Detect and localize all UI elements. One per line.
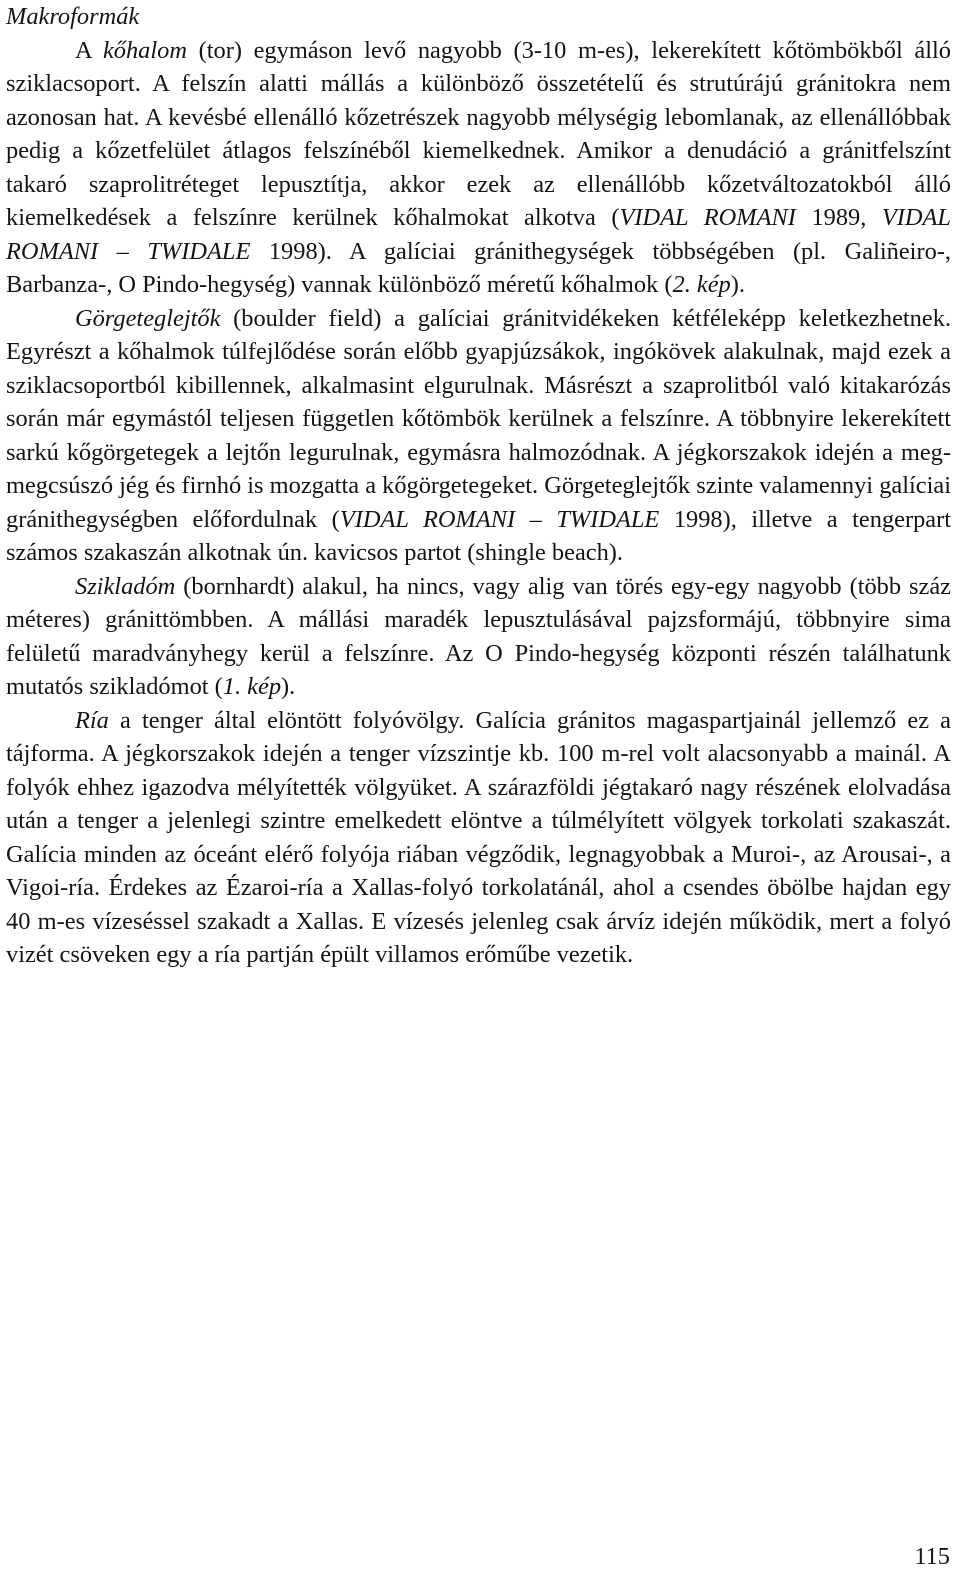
term-ria: Ría xyxy=(75,706,109,734)
citation-author: VIDAL ROMANI – TWIDALE xyxy=(339,505,660,533)
text-run: ). xyxy=(730,271,745,298)
paragraph-szikladom xyxy=(6,570,951,704)
citation-author: VIDAL ROMANI xyxy=(619,204,796,231)
text-run: (bornhardt) alakul, ha nincs, vagy alig van törés egy-egy nagyobb (több száz méteres) gránittömbben. A mállási maradék lepusztulásával pajzsformájú, többnyire sima felületű maradványhegy kerül a felszínre. Az O Pindo-hegység központi részén találhatunk mutatós szikladómot ( xyxy=(6,572,951,700)
term-kohalom: kőhalom xyxy=(102,36,187,64)
paragraph-gorgeteglejtok xyxy=(6,302,951,570)
text-run: 1998), illetve a tengerpart számos szakaszán alkotnak ún. kavicsos partot (shingle beach). xyxy=(6,505,952,566)
figure-reference: 2. kép xyxy=(672,271,731,298)
paragraph-ria xyxy=(6,704,951,972)
citation-author: VIDAL ROMANI – TWIDALE xyxy=(6,204,951,265)
text-run: ). xyxy=(281,673,296,700)
text-run: a tenger által elöntött folyóvölgy. Galícia gránitos magaspartjainál jellemző ez a tájforma. A jégkorszakok idején a tenger vízszintje kb. 100 m-rel volt alacsonyabb a mainál. A folyók ehhez igazodva mélyítették völgyüket. A szárazföldi jégtakaró nagy részének elolvadása után a tenger a jelenlegi szintre emelkedett elöntve a túlmélyített völgyek torkolati szakaszát. Galícia minden az óceánt elérő folyója riában végződik, legnagyobbak a Muroi-, az Arousai-, a Vigoi-ría. Érdekes az Ézaroi-ría a Xallas-folyó torkolatánál, ahol a csendes öbölbe hajdan egy 40 m-es vízeséssel szakadt a Xallas. E vízesés jelenleg csak árvíz idején működik, mert a folyó vizét csöveken egy a ría partján épült villamos erőműbe vezetik. xyxy=(6,706,951,968)
section-heading: Makroformák xyxy=(6,3,140,30)
text-run: 1989, xyxy=(795,204,882,231)
term-gorgeteglejtok: Görgeteglejtők xyxy=(75,304,221,332)
text-run: (tor) egymáson levő nagyobb (3-10 m-es), lekerekített kőtömbökből álló sziklacsoport. A felszín alatti mállás a különböző összetételű és strutúrájú gránitokra nem azonosan hat. A kevésbé ellenálló kőzetrészek nagyobb mélységig lebomlanak, az ellenállóbbak pedig a kőzetfelület átlagos felszínéből kiemelkednek. Amikor a denudáció a gránitfelszínt takaró szaprolitréteget lepusztítja, akkor ezek az ellenállóbb kőzetváltozatokból álló kiemelkedések a felszínre kerülnek kőhalmokat alkotva ( xyxy=(6,36,951,231)
text-run: (boulder field) a galíciai gránitvidékeken kétféleképp keletkezhetnek. Egyrészt a kőhalmok túlfejlődése során előbb gyapjúzsákok, ingókövek alakulnak, majd ezek a sziklacsoportból kibillennek, alkalmasint elgurulnak. Másrészt a szaprolitból való kitakarózás során már egymástól teljesen független kőtömbök kerülnek a felszínre. A többnyire lekerekített sarkú kőgörgetegek a lejtőn legurulnak, egymásra halmozódnak. A jégkorszakok idején a meg-megcsúszó jég és firnhó is mozgatta a kőgörgetegeket. Görgeteglejtők szinte valamennyi galíciai gránithegységben előfordulnak ( xyxy=(6,304,951,533)
text-run: A xyxy=(75,36,103,64)
term-szikladom: Szikladóm xyxy=(75,572,176,600)
figure-reference: 1. kép xyxy=(222,673,282,700)
paragraph-kohalom xyxy=(6,34,951,302)
text-run: 1998). A galíciai gránithegységek többségében (pl. Galiñeiro-, Barbanza-, O Pindo-hegység) vannak különböző méretű kőhalmok ( xyxy=(6,237,951,298)
page-number: 115 xyxy=(914,1543,950,1570)
